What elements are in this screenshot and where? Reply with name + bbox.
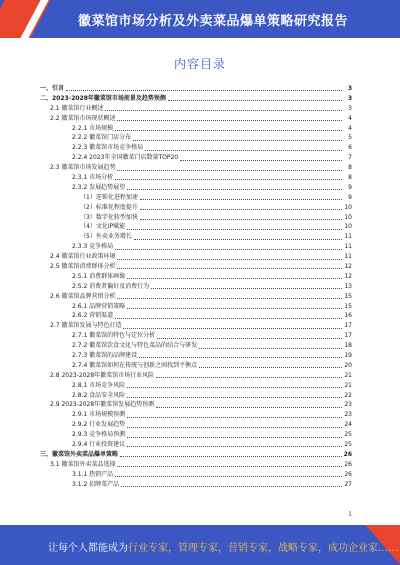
toc-entry-page: 6 (348, 144, 352, 152)
toc-leader-dots (121, 485, 342, 487)
toc-entry-text: 2.2 徽菜馆市场现状概述 (50, 114, 116, 122)
toc-entry-page: 3 (347, 84, 352, 92)
toc-entry-text: 2.2.4 2023年全国徽菜门店数量TOP20 (72, 154, 179, 162)
toc-leader-dots (140, 198, 342, 200)
toc-leader-dots (127, 445, 342, 447)
toc-entry-page: 9 (348, 183, 352, 191)
toc-entry-page: 12 (344, 272, 352, 280)
toc-leader-dots (127, 307, 342, 309)
toc-entry-text: 2.5.1 消费群体画像 (72, 272, 126, 280)
toc-entry-text: 2.3 徽菜馆市场发展趋势 (50, 164, 116, 172)
toc-leader-dots (145, 149, 342, 151)
toc-entry-text: 2.9 2023-2028年徽菜馆发展趋势预测 (50, 401, 155, 409)
toc-entry-text: 2.2.2 徽菜馆门店分布 (72, 134, 132, 142)
toc-entry[interactable] (40, 143, 352, 153)
toc-leader-dots (180, 159, 342, 161)
toc-leader-dots (127, 386, 342, 388)
toc-leader-dots (127, 228, 342, 230)
toc-entry-page: 21 (344, 381, 352, 389)
toc-entry-text: 3.1 徽菜馆外卖菜品选择 (50, 460, 116, 468)
toc-entry[interactable] (40, 321, 352, 331)
toc-entry-text: 3.1.2 招牌菜产品 (72, 480, 120, 488)
toc-entry-page: 25 (344, 441, 352, 449)
toc-entry[interactable] (40, 104, 352, 114)
toc-entry-text: 2.7 徽菜馆发展与特色打造 (50, 322, 122, 330)
footer-tags: 行业专家，管理专家，营销专家，战略专家，成功企业家…… (128, 543, 398, 554)
toc-leader-dots (127, 188, 342, 190)
toc-leader-dots (156, 376, 342, 378)
toc-entry-page: 23 (344, 411, 352, 419)
toc-entry[interactable] (40, 262, 352, 272)
toc-entry-page: 13 (344, 282, 352, 290)
toc-leader-dots (115, 317, 342, 319)
toc-entry-page: 10 (344, 213, 352, 221)
toc-entry[interactable] (40, 213, 352, 223)
toc-entry-text: 2.2.3 徽菜馆市场竞争格局 (72, 144, 144, 152)
toc-entry-text: 2.4 徽菜馆行业政策环境 (50, 253, 116, 261)
toc-entry-text: （5）外卖业务增长 (80, 233, 132, 241)
toc-entry-text: （2）标准化程度提升 (80, 203, 138, 211)
toc-entry-page: 26 (344, 470, 352, 478)
toc-leader-dots (123, 327, 342, 329)
toc-leader-dots (115, 178, 342, 180)
toc-entry-text: 2.8.1 市场竞争风险 (72, 381, 126, 389)
toc-entry-text: 2.7.3 徽菜馆的品牌建设 (72, 352, 138, 360)
toc-entry[interactable] (40, 371, 352, 381)
toc-entry[interactable] (40, 84, 352, 94)
toc-entry[interactable] (40, 311, 352, 321)
toc-entry-text: 3.1.1 热销产品 (72, 470, 114, 478)
toc-entry[interactable] (40, 222, 352, 232)
toc-leader-dots (117, 465, 342, 467)
toc-leader-dots (117, 169, 342, 171)
toc-entry[interactable] (40, 351, 352, 361)
toc-leader-dots (117, 267, 342, 269)
toc-leader-dots (117, 119, 342, 121)
toc-entry[interactable] (40, 133, 352, 143)
footer-slogan: 让每个人都能成为 (48, 543, 128, 554)
toc-entry-text: 2.6 徽菜馆品牌营销分析 (50, 292, 116, 300)
toc-leader-dots (134, 238, 342, 240)
toc-entry-text: 2.9.4 行业投资建议 (72, 441, 126, 449)
toc-entry-page: 4 (348, 114, 352, 122)
toc-entry-text: 三、徽菜馆外卖菜品爆单策略 (40, 450, 119, 458)
toc-entry-text: 二、2023-2028年徽菜馆市场前景及趋势预测 (40, 94, 166, 102)
toc-entry[interactable] (40, 114, 352, 124)
toc-entry[interactable] (40, 440, 352, 450)
toc-leader-dots (120, 455, 342, 457)
toc-entry-page: 26 (343, 450, 352, 458)
toc-entry-page: 9 (348, 193, 352, 201)
toc-entry-page: 25 (344, 431, 352, 439)
toc-entry-page: 11 (344, 253, 352, 261)
toc-leader-dots (115, 475, 342, 477)
toc-entry-text: 2.3.1 市场分析 (72, 174, 114, 181)
toc-leader-dots (139, 356, 342, 358)
toc-entry-page: 17 (344, 332, 352, 340)
toc-entry[interactable] (40, 470, 352, 480)
toc-entry-page: 18 (344, 342, 352, 350)
toc-entry-page: 12 (344, 263, 352, 271)
toc-entry-page: 3 (348, 104, 352, 112)
page-number: 1 (348, 511, 352, 518)
toc-entry[interactable] (40, 183, 352, 193)
toc-entry-text: 2.3.2 发展趋势展望 (72, 183, 126, 191)
toc-entry-page: 19 (344, 352, 352, 360)
toc-leader-dots (127, 426, 342, 428)
toc-leader-dots (168, 99, 342, 101)
toc-entry-text: 2.9.1 市场规模预测 (72, 411, 126, 419)
toc-entry-page: 16 (344, 312, 352, 320)
toc-entry-text: 2.8 2023-2028年徽菜馆市场行业风险 (50, 371, 155, 379)
toc-entry[interactable] (40, 272, 352, 282)
toc-entry-text: 2.6.2 营销渠道 (72, 312, 114, 320)
toc-leader-dots (127, 436, 342, 438)
toc-entry-text: 2.6.1 品牌营销策略 (72, 302, 126, 310)
toc-entry[interactable] (40, 361, 352, 371)
toc-leader-dots (199, 347, 342, 349)
toc-entry[interactable] (40, 242, 352, 252)
toc-entry-page: 11 (344, 243, 352, 251)
toc-entry-page: 20 (344, 361, 352, 369)
toc-entry-page: 10 (344, 223, 352, 231)
toc-entry-page: 4 (348, 124, 352, 132)
toc-entry-page: 3 (347, 94, 352, 102)
toc-entry[interactable] (40, 480, 352, 490)
toc-entry-text: 2.7.1 徽菜馆的特色与定位分析 (72, 332, 156, 340)
toc-entry-page: 7 (348, 154, 352, 162)
toc-entry[interactable] (40, 163, 352, 173)
toc-entry-text: （3）数字化转型加快 (80, 213, 138, 221)
toc-leader-dots (117, 297, 342, 299)
toc-leader-dots (157, 337, 342, 339)
toc-entry[interactable] (40, 381, 352, 391)
toc-leader-dots (156, 406, 342, 408)
toc-entry-text: 2.1 徽菜馆行业概述 (50, 104, 104, 112)
toc-entry-page: 5 (348, 134, 352, 142)
toc-entry-page: 17 (344, 322, 352, 330)
toc-entry-page: 24 (344, 421, 352, 429)
toc-leader-dots (127, 416, 342, 418)
toc-entry[interactable] (40, 460, 352, 470)
toc-entry-page: 21 (344, 371, 352, 379)
toc-entry-text: 2.9.3 竞争格局预测 (72, 431, 126, 439)
toc-entry[interactable] (40, 430, 352, 440)
toc-entry[interactable] (40, 331, 352, 341)
toc-leader-dots (199, 366, 342, 368)
toc-leader-dots (115, 129, 342, 131)
toc-entry-page: 15 (344, 302, 352, 310)
toc-entry[interactable] (40, 420, 352, 430)
toc-entry-text: 一、引言 (40, 84, 65, 92)
toc-entry[interactable] (40, 153, 352, 163)
toc-entry[interactable] (40, 124, 352, 134)
toc-entry-page: 11 (344, 233, 352, 241)
toc-entry[interactable] (40, 193, 352, 203)
table-of-contents (40, 84, 352, 490)
toc-entry-text: 2.5.2 消费者偏好及消费行为 (72, 282, 150, 290)
toc-entry[interactable] (40, 282, 352, 292)
toc-entry[interactable] (40, 450, 352, 460)
toc-entry-text: （1）连锁化进程加速 (80, 193, 138, 201)
toc-entry-text: 2.7.2 徽菜馆饮食文化与特色菜品的结合与研发 (72, 342, 198, 350)
toc-entry[interactable] (40, 302, 352, 312)
toc-leader-dots (127, 396, 342, 398)
toc-leader-dots (127, 277, 342, 279)
toc-entry[interactable] (40, 401, 352, 411)
toc-leader-dots (66, 89, 342, 91)
toc-entry-page: 8 (348, 164, 352, 172)
toc-entry[interactable] (40, 94, 352, 104)
toc-entry-text: （4）文化IP赋能 (80, 223, 126, 231)
toc-leader-dots (140, 208, 342, 210)
toc-entry[interactable] (40, 173, 352, 183)
toc-entry-text: 2.8.2 食品安全风险 (72, 391, 126, 399)
toc-entry[interactable] (40, 203, 352, 213)
toc-entry[interactable] (40, 341, 352, 351)
toc-entry-page: 23 (344, 401, 352, 409)
toc-leader-dots (115, 248, 342, 250)
toc-entry-page: 26 (344, 460, 352, 468)
toc-leader-dots (151, 287, 342, 289)
toc-entry-page: 10 (344, 203, 352, 211)
report-header (0, 0, 400, 38)
toc-leader-dots (105, 109, 342, 111)
toc-leader-dots (133, 139, 342, 141)
toc-entry-text: 2.3.3 竞争格局 (72, 243, 114, 251)
toc-leader-dots (140, 218, 342, 220)
toc-entry-page: 15 (344, 292, 352, 300)
toc-entry[interactable] (40, 232, 352, 242)
toc-entry[interactable] (40, 391, 352, 401)
toc-entry-page: 27 (344, 480, 352, 488)
report-title: 徽菜馆市场分析及外卖菜品爆单策略研究报告 (78, 14, 349, 29)
report-footer (0, 525, 400, 565)
toc-entry-page: 8 (348, 174, 352, 181)
toc-entry[interactable] (40, 292, 352, 302)
toc-entry-text: 2.7.4 徽菜馆如何在传统与创新之间找到平衡点 (72, 361, 198, 369)
toc-heading: 内容目录 (173, 57, 226, 71)
toc-entry[interactable] (40, 410, 352, 420)
toc-leader-dots (117, 258, 342, 260)
toc-entry[interactable] (40, 252, 352, 262)
toc-entry-text: 2.9.2 行业发展趋势 (72, 421, 126, 429)
toc-entry-text: 2.5 徽菜馆消费群体分析 (50, 263, 116, 271)
toc-entry-text: 2.2.1 市场规模 (72, 124, 114, 132)
toc-entry-page: 22 (344, 391, 352, 399)
